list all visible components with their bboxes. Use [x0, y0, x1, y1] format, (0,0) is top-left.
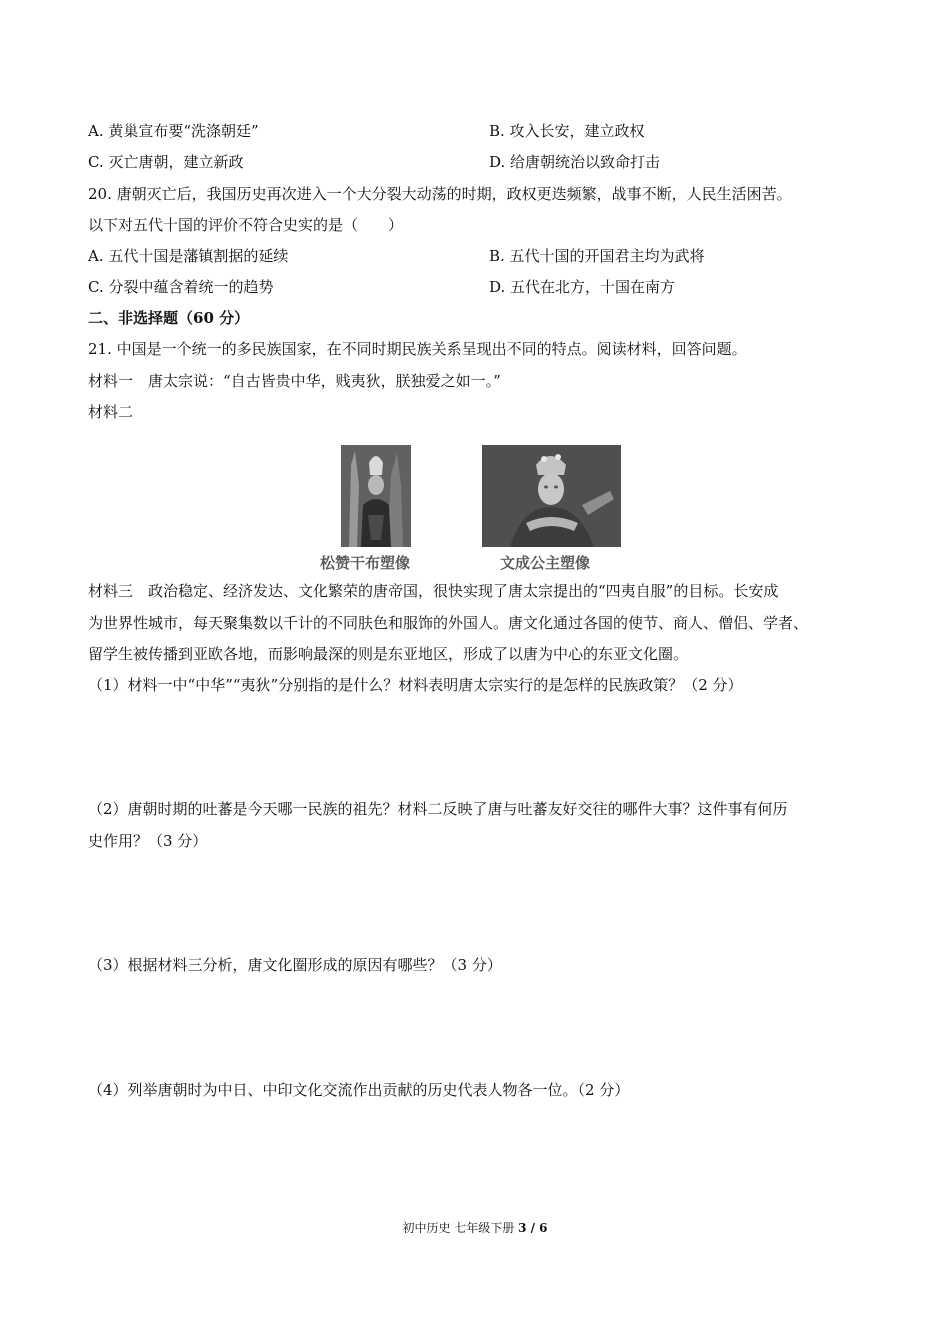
q20-option-b: B. 五代十国的开国君主均为武将: [489, 247, 705, 265]
songtsen-gampo-statue-image: [341, 445, 411, 547]
footer-text: 初中历史 七年级下册: [402, 1221, 519, 1235]
q21-material3-line2: 为世界性城市，每天聚集数以千计的不同肤色和服饰的外国人。唐文化通过各国的使节、商人、僧侣、学者、: [88, 614, 809, 632]
q21-material2-label: 材料二: [88, 403, 134, 421]
q19-option-d: D. 给唐朝统治以致命打击: [489, 153, 661, 171]
q20-option-a: A. 五代十国是藩镇割据的延续: [88, 247, 289, 265]
q19-option-b: B. 攻入长安，建立政权: [489, 122, 645, 140]
section-heading: 二、非选择题（60 分）: [88, 309, 250, 327]
q19-option-a: A. 黄巢宣布要“洗涤朝廷”: [88, 122, 259, 140]
q19-option-c: C. 灭亡唐朝，建立新政: [88, 153, 244, 171]
q20-stem-line2: 以下对五代十国的评价不符合史实的是（ ）: [88, 216, 404, 234]
q20-option-d: D. 五代在北方，十国在南方: [489, 278, 676, 296]
q21-material3-line1: 材料三 政治稳定、经济发达、文化繁荣的唐帝国，很快实现了唐太宗提出的“四夷自服”的目标。长安成: [88, 582, 779, 600]
q21-sub2-line1: （2）唐朝时期的吐蕃是今天哪一民族的祖先？材料二反映了唐与吐蕃友好交往的哪件大事？这件事有何历: [88, 800, 788, 818]
q20-stem-line1: 20. 唐朝灭亡后，我国历史再次进入一个大分裂大动荡的时期，政权更迭频繁，战事不断，人民生活困苦。: [88, 185, 792, 203]
page-footer: [0, 1220, 950, 1236]
princess-wencheng-caption: 文成公主塑像: [500, 554, 591, 572]
songtsen-gampo-caption: 松赞干布塑像: [320, 554, 411, 572]
q20-option-c: C. 分裂中蕴含着统一的趋势: [88, 278, 274, 296]
page-number: 3 / 6: [518, 1221, 548, 1235]
princess-wencheng-statue-image: [482, 445, 621, 547]
q21-sub4: （4）列举唐朝时为中日、中印文化交流作出贡献的历史代表人物各一位。（2 分）: [88, 1081, 630, 1099]
q21-material3-line3: 留学生被传播到亚欧各地，而影响最深的则是东亚地区，形成了以唐为中心的东亚文化圈。: [88, 645, 689, 663]
q21-sub2-line2: 史作用？（3 分）: [88, 832, 208, 850]
q21-sub3: （3）根据材料三分析，唐文化圈形成的原因有哪些？（3 分）: [88, 956, 502, 974]
q21-sub1: （1）材料一中“中华”“夷狄”分别指的是什么？材料表明唐太宗实行的是怎样的民族政策？（2 分）: [88, 676, 743, 694]
q21-intro: 21. 中国是一个统一的多民族国家，在不同时期民族关系呈现出不同的特点。阅读材料，回答问题。: [88, 340, 747, 358]
q21-material1: 材料一 唐太宗说：“自古皆贵中华，贱夷狄，朕独爱之如一。”: [88, 372, 501, 390]
